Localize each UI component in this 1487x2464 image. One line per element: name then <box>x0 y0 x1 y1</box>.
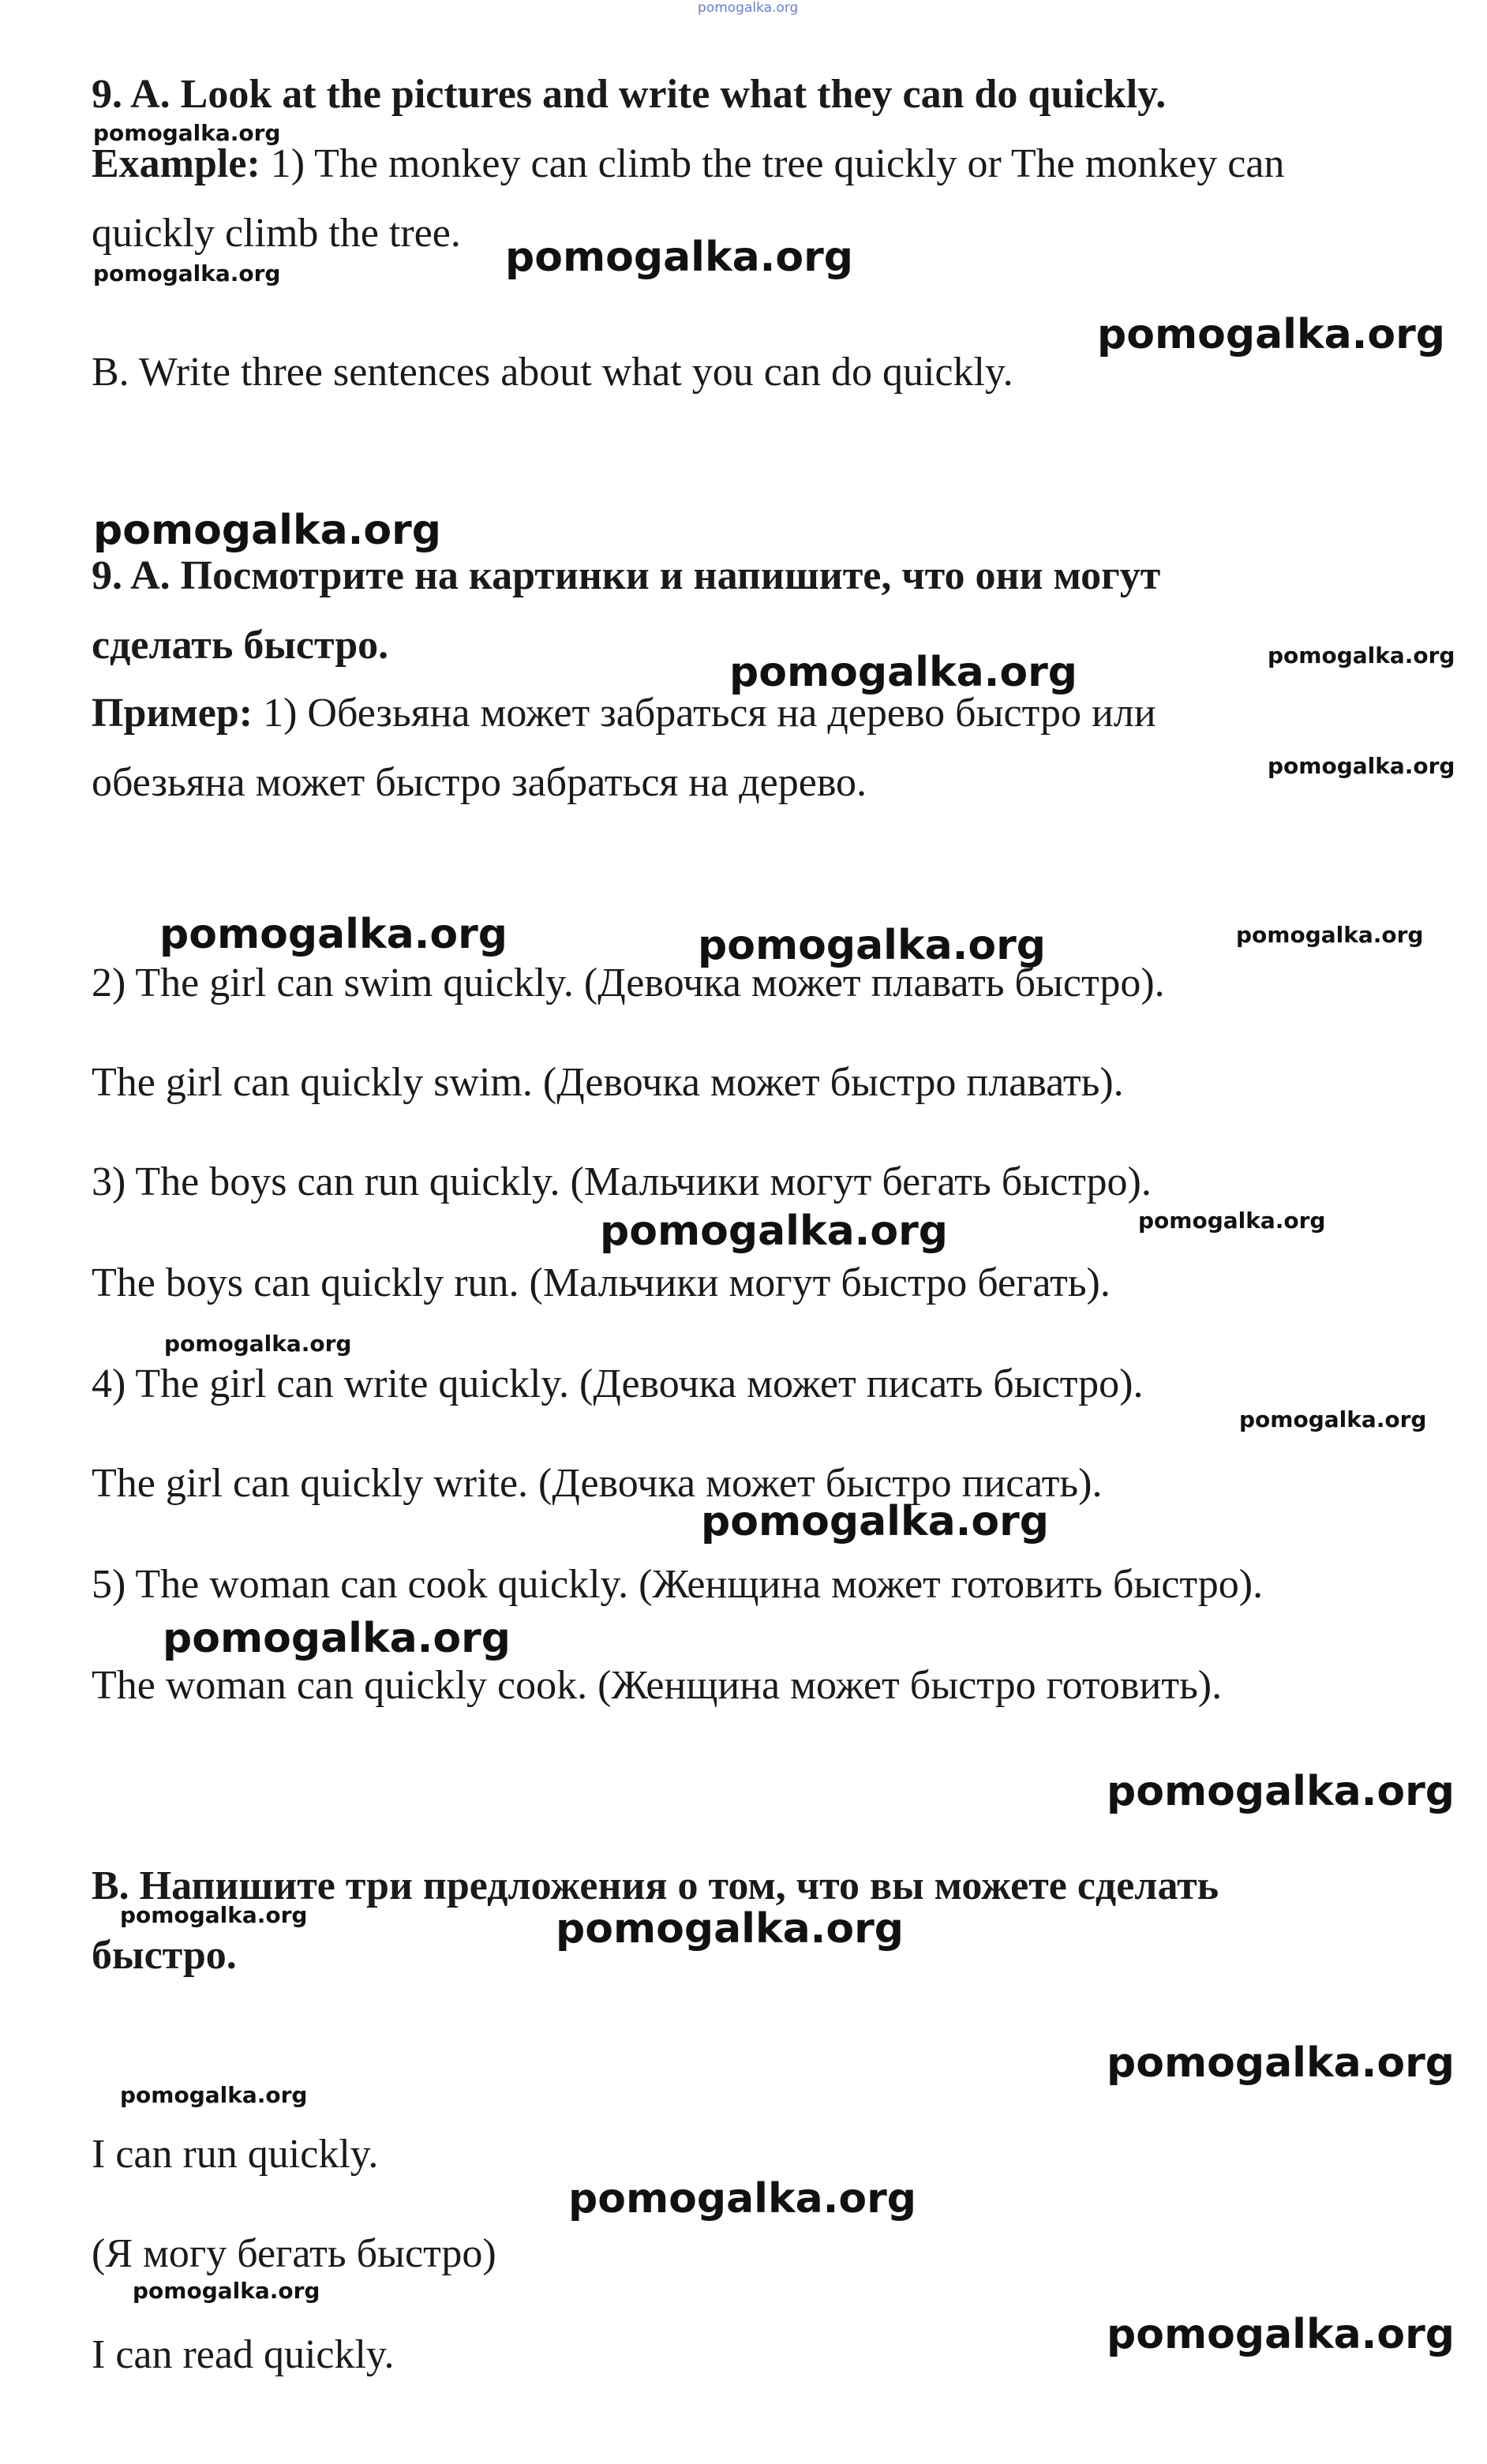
answer-2b: The girl can quickly swim. (Девочка может быстро плавать). <box>92 1060 1124 1105</box>
watermark: pomogalka.org <box>1239 1406 1427 1432</box>
answer-3b: The boys can quickly run. (Мальчики могут быстро бегать). <box>92 1260 1111 1305</box>
example-label-en: Example: <box>92 141 260 186</box>
watermark: pomogalka.org <box>556 1905 905 1953</box>
example-en-line1 <box>92 140 1284 188</box>
example-ru-line2: обезьяна может быстро забраться на дерево. <box>92 760 867 805</box>
watermark: pomogalka.org <box>133 2278 320 2304</box>
example-en-text: 1) The monkey can climb the tree quickly or The monkey can <box>260 141 1285 186</box>
watermark: pomogalka.org <box>1107 2311 1455 2358</box>
watermark: pomogalka.org <box>93 120 281 146</box>
example-ru-text: 1) Обезьяна может забраться на дерево быстро или <box>253 691 1156 736</box>
answer-5a: 5) The woman can cook quickly. (Женщина может готовить быстро). <box>92 1562 1264 1607</box>
watermark: pomogalka.org <box>729 649 1078 696</box>
watermark: pomogalka.org <box>698 922 1047 969</box>
part-b-en: B. Write three sentences about what you can do quickly. <box>92 350 1013 395</box>
watermark: pomogalka.org <box>1107 1768 1455 1815</box>
answer-2a: 2) The girl can swim quickly. (Девочка может плавать быстро). <box>92 961 1165 1005</box>
watermark: pomogalka.org <box>159 911 508 958</box>
task-heading-ru-line2: сделать быстро. <box>92 623 389 668</box>
watermark: pomogalka.org <box>120 1902 308 1928</box>
watermark: pomogalka.org <box>1097 311 1446 358</box>
example-label-ru: Пример: <box>92 691 253 736</box>
watermark: pomogalka.org <box>568 2175 917 2222</box>
watermark-top: pomogalka.org <box>698 0 799 16</box>
part-b-answer-1-translation: (Я могу бегать быстро) <box>92 2231 496 2276</box>
watermark: pomogalka.org <box>1138 1208 1326 1234</box>
watermark: pomogalka.org <box>701 1498 1050 1545</box>
answer-5b: The woman can quickly cook. (Женщина может быстро готовить). <box>92 1663 1223 1708</box>
watermark: pomogalka.org <box>93 260 281 286</box>
task-heading-ru-line1: 9. A. Посмотрите на картинки и напишите, что они могут <box>92 553 1161 598</box>
watermark: pomogalka.org <box>120 2082 308 2108</box>
watermark: pomogalka.org <box>600 1208 949 1255</box>
watermark: pomogalka.org <box>1107 2039 1455 2087</box>
part-b-ru-line2: быстро. <box>92 1933 237 1978</box>
watermark: pomogalka.org <box>1268 753 1455 779</box>
example-en-line2: quickly climb the tree. <box>92 211 461 256</box>
watermark: pomogalka.org <box>1268 642 1455 668</box>
watermark: pomogalka.org <box>163 1615 511 1662</box>
task-heading-en: 9. A. Look at the pictures and write what they can do quickly. <box>92 72 1167 117</box>
example-ru-line1 <box>92 690 1156 737</box>
part-b-answer-2: I can read quickly. <box>92 2332 395 2377</box>
answer-4a: 4) The girl can write quickly. (Девочка может писать быстро). <box>92 1361 1144 1406</box>
watermark: pomogalka.org <box>93 507 442 554</box>
watermark: pomogalka.org <box>505 234 854 281</box>
watermark: pomogalka.org <box>1236 922 1424 948</box>
part-b-answer-1: I can run quickly. <box>92 2132 379 2177</box>
watermark: pomogalka.org <box>164 1331 352 1357</box>
part-b-ru-line1: B. Напишите три предложения о том, что вы можете сделать <box>92 1863 1219 1908</box>
answer-4b: The girl can quickly write. (Девочка может быстро писать). <box>92 1461 1103 1506</box>
answer-3a: 3) The boys can run quickly. (Мальчики могут бегать быстро). <box>92 1159 1152 1204</box>
